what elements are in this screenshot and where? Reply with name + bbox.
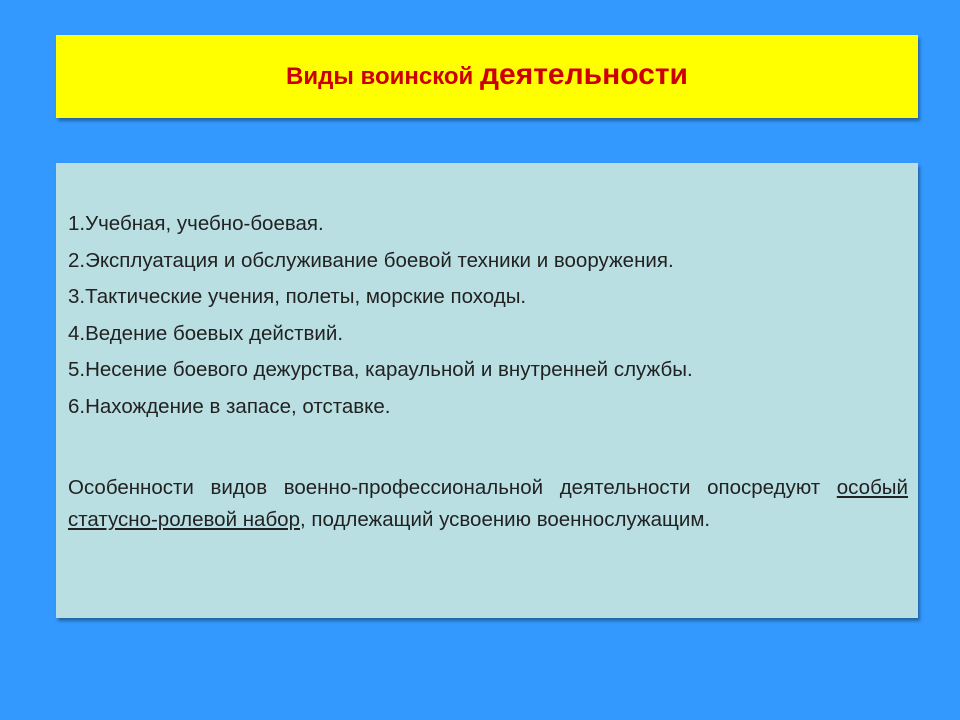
features-paragraph [68,472,908,536]
activity-types-list [68,206,908,425]
list-item: 4.Ведение боевых действий. [68,321,344,345]
slide-title [286,58,688,92]
paragraph-text-after: , подлежащий усвоению военнослужащим. [300,508,711,531]
title-part-1: Виды воинской [286,62,480,90]
content-panel [56,163,918,618]
paragraph-underlined-text: особый статусно-ролевой набор [68,476,908,531]
title-banner [56,35,918,118]
paragraph-text-before: Особенности видов военно-профессиональной деятельности опосредуют [68,476,837,499]
list-item: 5.Несение боевого дежурства, караульной и внутренней службы. [68,358,693,381]
list-item: 1.Учебная, учебно-боевая. [68,212,324,235]
list-item: 6.Нахождение в запасе, отставке. [68,394,391,418]
list-item: 2.Эксплуатация и обслуживание боевой техники и вооружения. [68,248,674,272]
title-part-2: деятельности [479,57,688,91]
list-item: 3.Тактические учения, полеты, морские походы. [68,285,527,308]
